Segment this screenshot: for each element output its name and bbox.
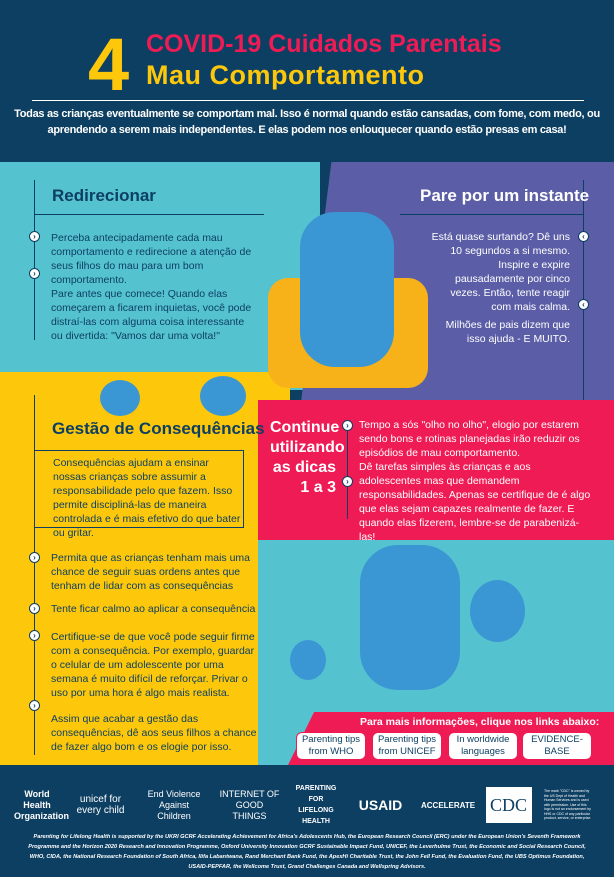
child-character [470, 580, 525, 642]
consequences-box-text: Consequências ajudam a ensinar nossas crianças sobre assumir a responsabilidade pelo que fazem. Isso permite discipliná-las de maneira controlada e é mais efetivo do que bater ou gritar. [53, 457, 241, 539]
redirect-rule [34, 214, 264, 215]
partner-logos [14, 785, 594, 825]
consequence-item: Assim que acabar a gestão das consequências, dê aos seus filhos a chance de fazer algo bom e os elogie por isso. [51, 713, 257, 753]
baby-character [290, 640, 326, 680]
bullet-icon: › [29, 630, 40, 641]
parent-character [360, 545, 460, 690]
tip-number: 4 [88, 23, 130, 106]
link-evidence-button[interactable]: EVIDENCE-BASE [522, 732, 592, 760]
pause-rule [400, 214, 583, 215]
consequence-item: Tente ficar calmo ao aplicar a consequência [51, 603, 256, 615]
bullet-icon: › [29, 552, 40, 563]
title-line1: COVID-19 Cuidados Parentais [146, 30, 502, 58]
continue-title: Continue utilizando as dicas 1 a 3 [270, 419, 345, 496]
consequences-title: Gestão de Consequências [52, 419, 265, 438]
pause-title: Pare por um instante [420, 186, 590, 205]
end-violence-logo: End Violence Against Children [147, 788, 201, 821]
redirect-line [34, 180, 35, 340]
usaid-logo: USAID [358, 796, 403, 813]
consequence-item: Certifique-se de que você pode seguir firme com a consequência. Por exemplo, guardar o celular de um adolescente por uma semana é muito difícil de reforçar. Privar o uso por uma hora é algo mais realista. [51, 631, 255, 699]
bullet-icon: › [29, 268, 40, 279]
accelerate-logo: ACCELERATE [421, 800, 476, 810]
redirect-text2: Pare antes que comece! Quando elas começarem a ficarem inquietas, você pode distraí-las com alguma coisa interessante ou divertida: "Vamos dar uma volta!" [51, 288, 252, 342]
redirect-text1: Perceba antecipadamente cada mau comportamento e redirecione a atenção de seus filhos do mau para um bom comportamento. [51, 232, 252, 286]
pause-text2: Milhões de pais dizem que isso ajuda - E MUITO. [445, 319, 570, 345]
redirect-title: Redirecionar [52, 186, 156, 205]
bullet-icon: › [29, 603, 40, 614]
internet-good-things-logo: INTERNET OF GOOD THINGS [219, 788, 280, 821]
cdc-note: The mark "CDC" is owned by the US Dept of Health and Human Services and is used with permission. Use of this logo is not an endorsement by HHS or CDC of any particular product, service, or enterprise. [544, 789, 592, 821]
parent-character [300, 212, 394, 367]
bullet-icon: ‹ [578, 299, 589, 310]
intro-text: Todas as crianças eventualmente se comportam mal. Isso é normal quando estão cansadas, com fome, com medo, ou aprendendo a serem mais independentes. E elas podem nos enlouquecer quando estão presas em casa! [14, 108, 600, 136]
consequence-item: Permita que as crianças tenham mais uma chance de seguir suas ordens antes que tenham de lidar com as consequências [51, 552, 251, 592]
bullet-icon: › [29, 700, 40, 711]
link-languages-button[interactable]: In worldwide languages [448, 732, 518, 760]
continue-line [347, 424, 348, 519]
title-line2: Mau Comportamento [146, 60, 425, 90]
bullet-icon: › [29, 231, 40, 242]
continue-text1: Tempo a sós "olho no olho", elogio por estarem sendo bons e rotinas planejadas irão reduzir os episódios de mau comportamento. [359, 419, 580, 459]
unicef-logo: unicef for every child [76, 794, 125, 816]
link-who-button[interactable]: Parenting tips from WHO [296, 732, 366, 760]
link-unicef-button[interactable]: Parenting tips from UNICEF [372, 732, 442, 760]
child-character [100, 380, 140, 416]
child-character [200, 376, 246, 416]
plh-logo: PARENTING FOR LIFELONG HEALTH [295, 785, 337, 825]
cdc-logo: CDC [486, 787, 532, 823]
continue-text2: Dê tarefas simples às crianças e aos adolescentes mas que demandem responsabilidades. Apenas se certifique de é algo que elas sejam capazes realmente de fazer. E quando elas fizerem, lembre-se de parabenizá-las! [359, 461, 591, 543]
credits-text: Parenting for Lifelong Health is supported by the UKRI GCRF Accelerating Achievement for Africa's Adolescents Hub, the European Research Council (ERC) under the European Union's Seventh Framework Programme and the Horizon 2020 Research and Innovation Programme, Oxford University Innovation GCRF Sustainable Impact Fund, UNICEF, the Leverhulme Trust, the Economic and Social Research Council, WHO, CIDA, the National Research Foundation of South Africa, Ilifa Labantwana, Rand Merchant Bank Fund, the ApexHi Charitable Trust, the John Fell Fund, the Evaluation Fund, the UBS Optimus Foundation, USAID-PEPFAR, the Wellcome Trust, Grand Challenges Canada and Wellspring Advisors. [28, 834, 586, 870]
bullet-icon: › [342, 476, 353, 487]
pause-text1: Está quase surtando? Dê uns 10 segundos a si mesmo. Inspire e expire pausadamente por cinco vezes. Então, tente reagir com mais calma. [431, 231, 570, 313]
links-heading: Para mais informações, clique nos links abaixo: [360, 716, 600, 728]
pause-line [583, 180, 584, 400]
bullet-icon: › [342, 420, 353, 431]
bullet-icon: ‹ [578, 231, 589, 242]
who-logo: World Health Organization [14, 788, 70, 821]
